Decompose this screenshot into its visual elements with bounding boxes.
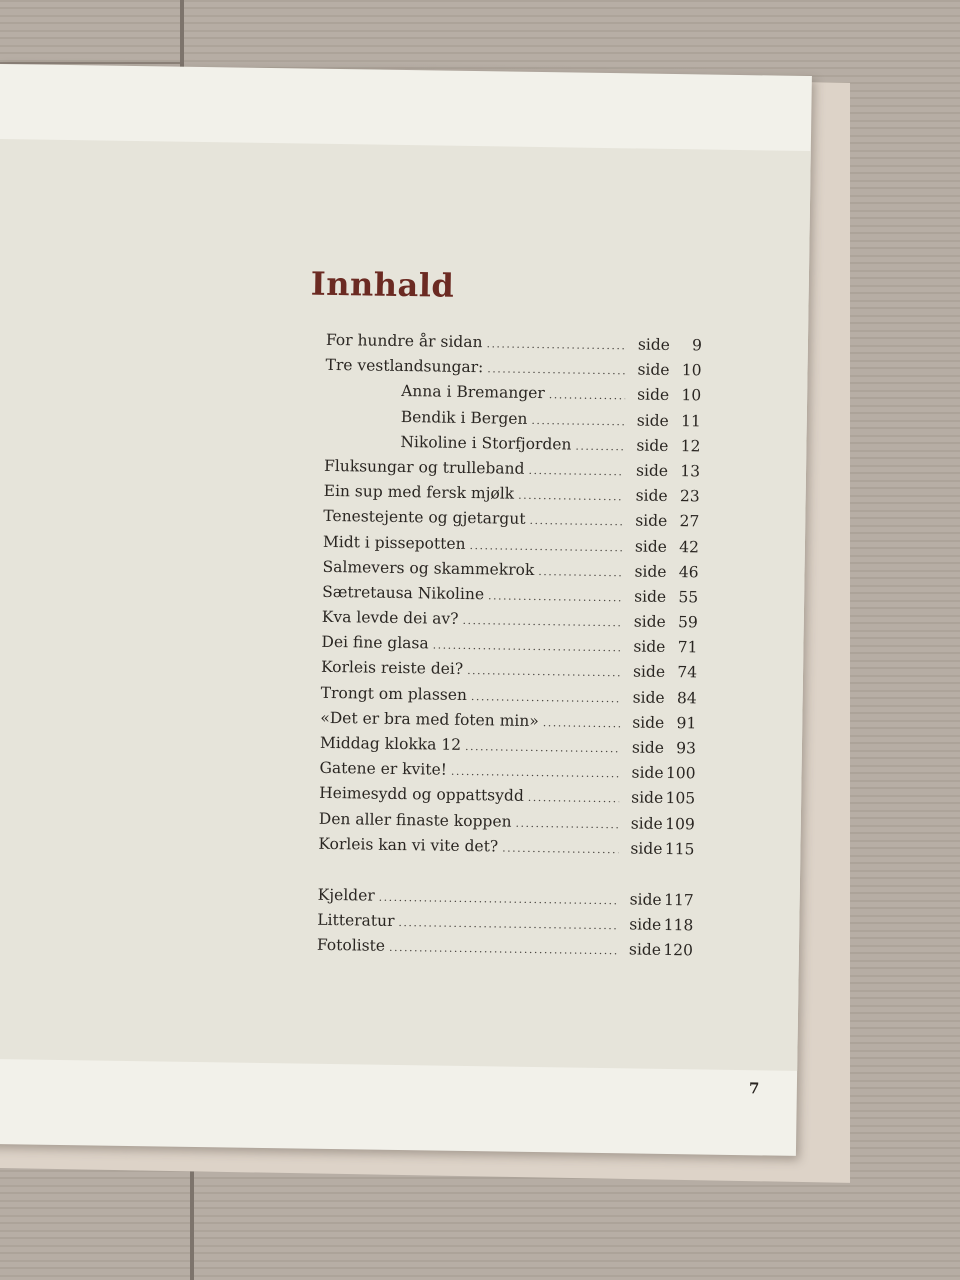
toc-entry-title: Fluksungar og trulleband — [323, 456, 525, 478]
dot-leader — [549, 389, 626, 403]
dot-leader — [529, 514, 623, 528]
toc-entry-title: Bendik i Bergen — [400, 407, 528, 428]
toc-side-label: side — [628, 940, 662, 960]
toc-page-number: 9 — [691, 336, 703, 355]
toc-side-label: side — [631, 763, 664, 783]
floor-seam — [180, 0, 184, 70]
toc-side-label: side — [629, 890, 662, 909]
toc-side-label: side — [636, 436, 669, 455]
toc-side-label: side — [635, 461, 669, 480]
toc-page-number: 23 — [679, 487, 700, 506]
toc-entry-title: Litteratur — [317, 910, 395, 931]
toc-entry-title: Dei fine glasa — [321, 633, 429, 653]
toc-page-number: 105 — [665, 789, 696, 808]
toc-side-label: side — [637, 360, 670, 380]
toc-entry-title: Gatene er kvite! — [319, 759, 448, 779]
dot-leader — [462, 614, 621, 629]
dot-leader — [433, 639, 622, 655]
toc-entry-title: Kva levde dei av? — [321, 607, 459, 628]
toc-page-number: 93 — [676, 739, 697, 758]
toc-list — [317, 331, 702, 967]
toc-page-number: 11 — [680, 411, 701, 430]
toc-page-number: 74 — [677, 663, 698, 682]
toc-page-number: 115 — [664, 839, 695, 859]
dot-leader — [467, 664, 621, 679]
toc-side-label: side — [635, 511, 668, 531]
toc-side-label: side — [630, 839, 663, 858]
toc-page-number: 118 — [663, 916, 694, 935]
toc-page-number: 46 — [678, 562, 699, 582]
toc-side-label: side — [634, 562, 667, 581]
toc-entry-title: Korleis reiste dei? — [320, 658, 464, 679]
dot-leader — [543, 716, 621, 730]
toc-page-number: 10 — [681, 386, 702, 405]
toc-entry-title: Tenestejente og gjetargut — [323, 507, 526, 529]
toc-entry-title: Salmevers og skammekrok — [322, 557, 535, 579]
toc-entry-title: Sætretausa Nikoline — [322, 582, 485, 604]
toc-page-number: 59 — [677, 613, 698, 632]
dot-leader — [451, 765, 620, 781]
toc-page-number: 120 — [663, 941, 694, 960]
toc-side-label: side — [637, 385, 670, 405]
dot-leader — [379, 891, 618, 908]
dot-leader — [531, 413, 624, 427]
toc-page-number: 91 — [676, 713, 697, 733]
dot-leader — [389, 941, 617, 957]
toc-side-label: side — [636, 411, 669, 430]
dot-leader — [538, 565, 622, 579]
toc-page-number: 27 — [679, 512, 700, 531]
toc-page-number: 42 — [679, 537, 700, 556]
dot-leader — [515, 816, 618, 831]
toc-entry-title: Middag klokka 12 — [319, 733, 462, 754]
toc-side-label: side — [634, 587, 667, 606]
toc-entry-title: Kjelder — [317, 885, 375, 905]
toc-side-label: side — [632, 688, 665, 707]
dot-leader — [487, 362, 625, 377]
toc-entry-title: Korleis kan vi vite det? — [318, 834, 499, 856]
toc-page-number: 117 — [663, 890, 694, 910]
toc-side-label: side — [631, 788, 664, 808]
dot-leader — [528, 791, 620, 805]
dot-leader — [486, 337, 626, 352]
toc-entry-title: Nikoline i Storfjorden — [400, 432, 572, 454]
toc-side-label: side — [637, 335, 671, 354]
floor-seam — [190, 1160, 194, 1280]
toc-entry-title: Trongt om plassen — [320, 683, 468, 704]
toc-entry-title: Ein sup med fersk mjølk — [323, 481, 515, 503]
dot-leader — [488, 589, 622, 604]
toc-side-label: side — [633, 637, 666, 657]
toc-side-label: side — [632, 662, 666, 682]
toc-side-label: side — [634, 536, 668, 556]
toc-side-label: side — [632, 713, 665, 732]
toc-page-number: 12 — [680, 436, 701, 456]
booklet-page — [0, 64, 812, 1156]
dot-leader — [502, 841, 618, 856]
toc-page-number: 84 — [676, 688, 697, 708]
page-number: 7 — [748, 1079, 760, 1098]
dot-leader — [518, 489, 624, 504]
dot-leader — [528, 464, 624, 478]
toc-page-number: 13 — [680, 462, 701, 481]
toc-entry-title: Heimesydd og oppattsydd — [319, 784, 524, 806]
dot-leader — [465, 740, 620, 755]
toc-side-label: side — [633, 612, 666, 632]
toc-entry-title: Fotoliste — [316, 936, 386, 956]
toc-side-label: side — [631, 738, 665, 757]
toc-side-label: side — [630, 814, 663, 833]
toc-entry-title: Anna i Bremanger — [401, 382, 545, 403]
toc-entry-title: Tre vestlandsungar: — [325, 356, 484, 377]
toc-entry-title: Den aller finaste koppen — [318, 809, 512, 831]
toc-side-label: side — [635, 486, 668, 506]
dot-leader — [471, 690, 621, 705]
toc-entry-title: «Det er bra med foten min» — [320, 708, 539, 730]
dot-leader — [575, 439, 624, 453]
toc-page-number: 109 — [665, 814, 695, 833]
toc-entry-title: For hundre år sidan — [325, 330, 483, 352]
toc-side-label: side — [629, 915, 662, 935]
toc-page-number: 100 — [665, 764, 696, 783]
toc-page-number: 10 — [681, 361, 702, 380]
toc-entry-title: Midt i pissepotten — [322, 532, 466, 553]
dot-leader — [469, 539, 623, 554]
toc-page-number: 71 — [677, 638, 698, 657]
dot-leader — [398, 916, 617, 932]
toc-page-number: 55 — [678, 587, 699, 607]
toc-heading: Innhald — [310, 264, 455, 305]
